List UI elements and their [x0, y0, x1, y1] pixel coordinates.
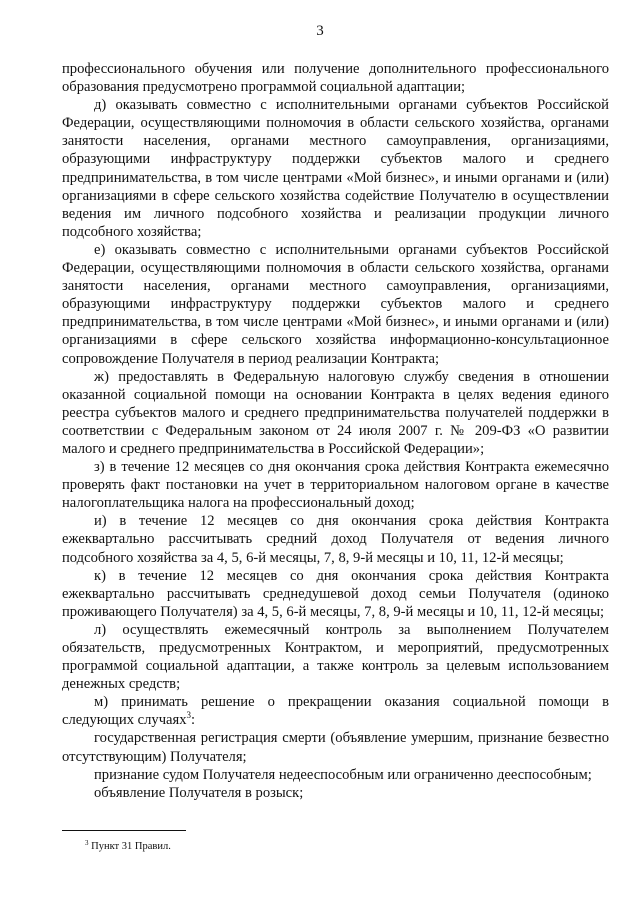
document-body	[62, 60, 609, 802]
footnote	[85, 840, 171, 853]
paragraph-item-i: и) в течение 12 месяцев со дня окончания срока действия Контракта ежеквартально рассчитывать средний доход Получателя от ведения личного подсобного хозяйства за 4, 5, 6-й месяцы, 7, 8, 9-й месяцы и 10, 11, 12-й месяцы;	[62, 513, 609, 566]
paragraph-item-zh: ж) предоставлять в Федеральную налоговую службу сведения в отношении оказанной социальной помощи на основании Контракта в целях ведения единого реестра субъектов малого и среднего предпринимательства получателей поддержки в соответствии с Федеральным законом от 24 июля 2007 г. № 209-ФЗ «О развитии малого и среднего предпринимательства в Российской Федерации»;	[62, 368, 609, 457]
paragraph-item-m-tail: :	[191, 712, 196, 729]
paragraph-item-l: л) осуществлять ежемесячный контроль за выполнением Получателем обязательств, предусмотренных Контрактом, и мероприятий, предусмотренных программой социальной адаптации, а также контроль за целевым использованием денежных средств;	[62, 621, 609, 693]
footnote-text: Пункт 31 Правил.	[91, 841, 171, 852]
paragraph-case-incapacity: признание судом Получателя недееспособным или ограниченно дееспособным;	[94, 766, 592, 783]
paragraph-case-death: государственная регистрация смерти (объявление умершим, признание безвестно отсутствующим) Получателя;	[62, 730, 609, 765]
footnote-divider	[62, 830, 186, 831]
paragraph-case-wanted: объявление Получателя в розыск;	[94, 784, 304, 801]
page-number: 3	[316, 23, 324, 39]
footnote-mark: 3	[85, 839, 89, 847]
paragraph-item-e: е) оказывать совместно с исполнительными органами субъектов Российской Федерации, осуществляющими полномочия в области сельского хозяйства, органами занятости населения, органами местного самоуправления, организациями, образующими инфраструктуру поддержки субъектов малого и среднего предпринимательства, в том числе центрами «Мой бизнес», и иными органами и (или) организациями в сфере сельского хозяйства информационно-консультационное сопровождение Получателя в период реализации Контракта;	[62, 241, 609, 367]
paragraph-continuation: профессионального обучения или получение дополнительного профессионального образования предусмотрено программой социальной адаптации;	[62, 61, 609, 96]
paragraph-item-m-text: м) принимать решение о прекращении оказания социальной помощи в следующих случаях	[62, 694, 609, 729]
paragraph-item-m	[62, 693, 609, 729]
paragraph-item-d: д) оказывать совместно с исполнительными органами субъектов Российской Федерации, осуществляющими полномочия в области сельского хозяйства, органами занятости населения, органами местного самоуправления, организациями, образующими инфраструктуру поддержки субъектов малого и среднего предпринимательства, в том числе центрами «Мой бизнес», и иными органами и (или) организациями в сфере сельского хозяйства содействие Получателю в осуществлении ведения им личного подсобного хозяйства и реализации продукции личного подсобного хозяйства;	[62, 97, 609, 240]
footnote-reference[interactable]: 3	[186, 710, 192, 721]
paragraph-item-z: з) в течение 12 месяцев со дня окончания срока действия Контракта ежемесячно проверять факт постановки на учет в территориальном налоговом органе в качестве налогоплательщика налога на профессиональный доход;	[62, 459, 609, 512]
paragraph-item-k: к) в течение 12 месяцев со дня окончания срока действия Контракта ежеквартально рассчитывать среднедушевой доход семьи Получателя (одиноко проживающего Получателя) за 4, 5, 6-й месяцы, 7, 8, 9-й месяцы и 10, 11, 12-й месяцы;	[62, 567, 609, 620]
